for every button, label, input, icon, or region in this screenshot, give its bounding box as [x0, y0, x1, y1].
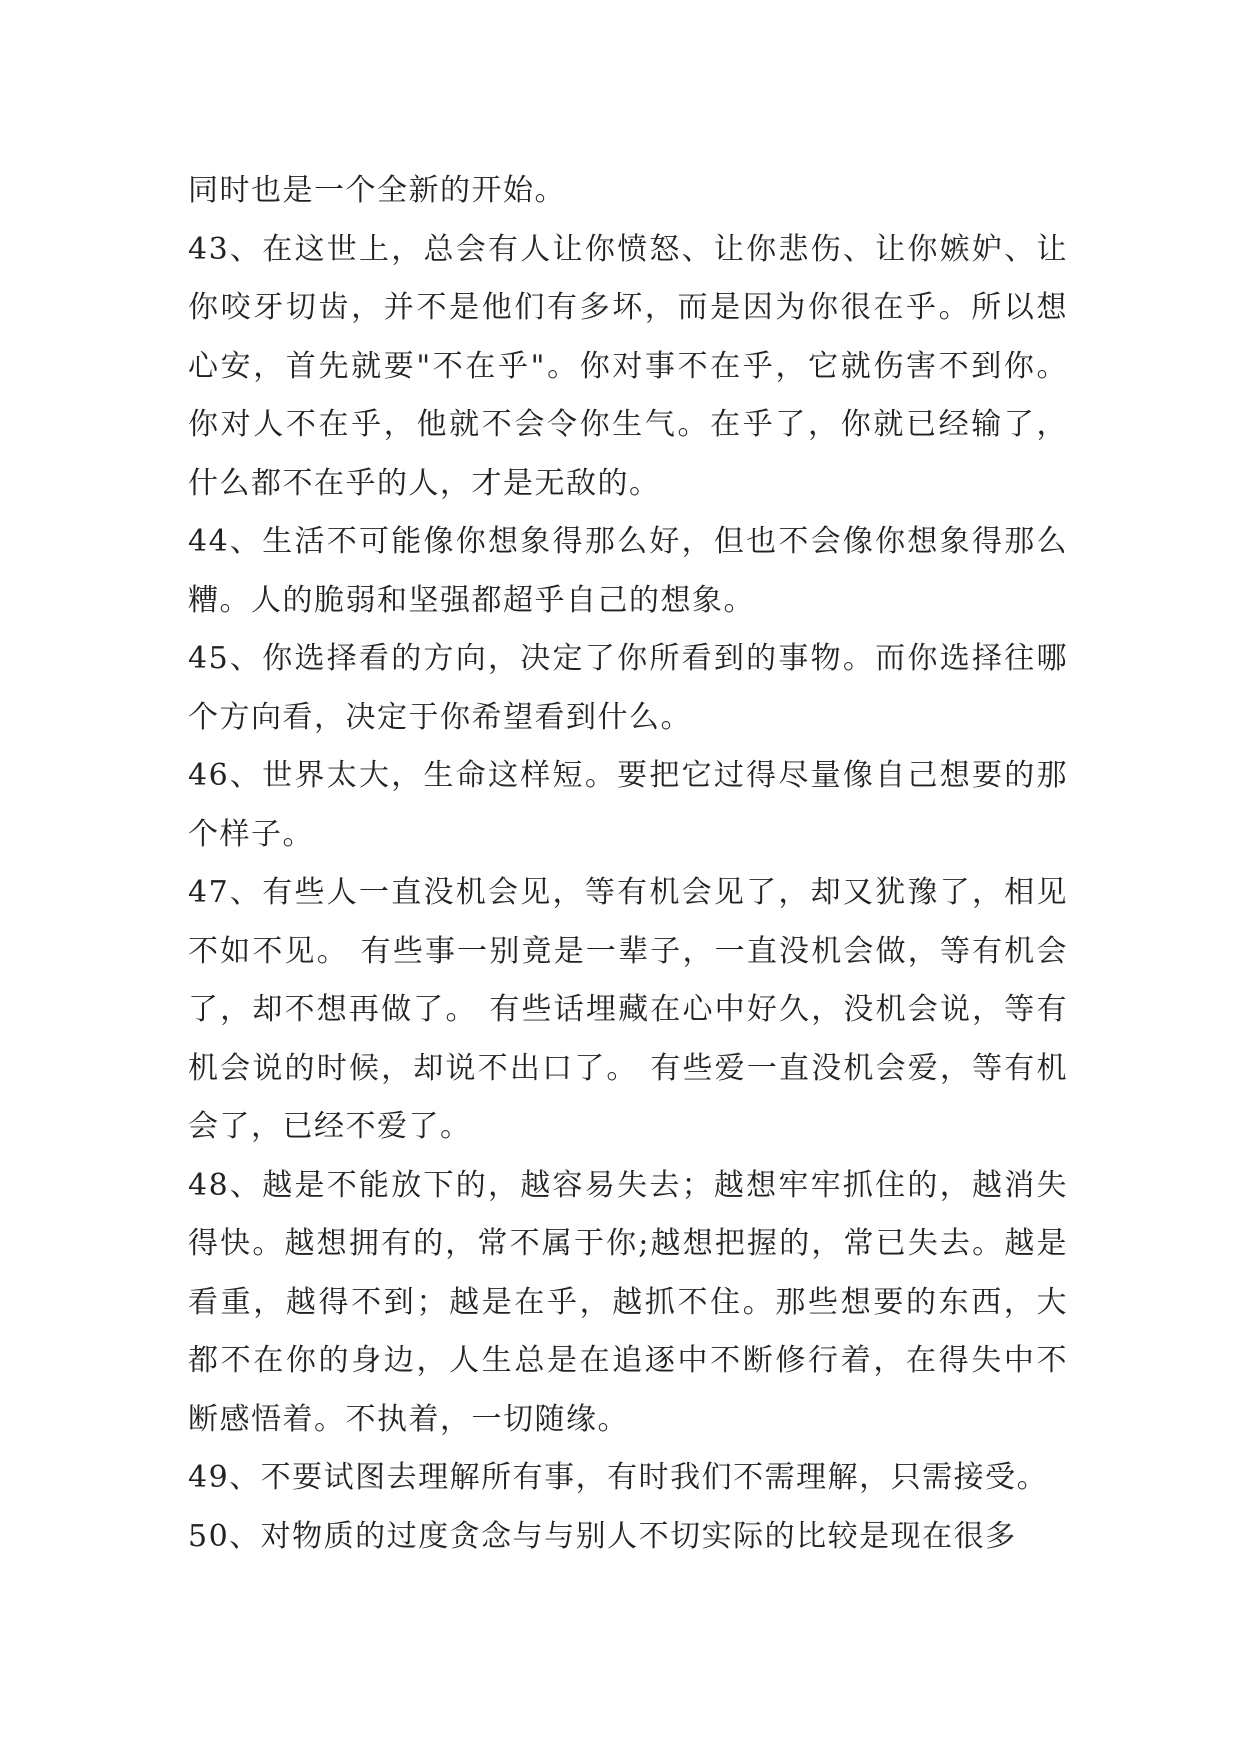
paragraph-46: 46、世界太大，生命这样短。要把它过得尽量像自己想要的那个样子。 — [188, 758, 1068, 852]
paragraph-continuation: 同时也是一个全新的开始。 — [188, 173, 566, 208]
paragraph-43: 43、在这世上，总会有人让你愤怒、让你悲伤、让你嫉妒、让你咬牙切齿，并不是他们有多坏，而是因为你很在乎。所以想心安，首先就要"不在乎"。你对事不在乎，它就伤害不到你。你对人不在乎，他就不会令你生气。在乎了，你就已经输了，什么都不在乎的人，才是无敌的。 — [188, 231, 1068, 501]
paragraph-49: 49、不要试图去理解所有事，有时我们不需理解，只需接受。 — [188, 1460, 1049, 1495]
paragraph-50: 50、对物质的过度贪念与与别人不切实际的比较是现在很多 — [188, 1518, 1017, 1554]
body-text — [188, 162, 1068, 1566]
paragraph-47: 47、有些人一直没机会见，等有机会见了，却又犹豫了，相见不如不见。 有些事一别竟是一辈子，一直没机会做，等有机会了，却不想再做了。 有些话埋藏在心中好久，没机会说，等有机会说的时候，却说不出口了。 有些爱一直没机会爱，等有机会了，已经不爱了。 — [188, 875, 1068, 1144]
paragraph-44: 44、生活不可能像你想象得那么好，但也不会像你想象得那么糟。人的脆弱和坚强都超乎自己的想象。 — [188, 524, 1068, 618]
paragraph-45: 45、你选择看的方向，决定了你所看到的事物。而你选择往哪个方向看，决定于你希望看到什么。 — [188, 641, 1068, 735]
paragraph-48: 48、越是不能放下的，越容易失去；越想牢牢抓住的，越消失得快。越想拥有的，常不属于你;越想把握的，常已失去。越是看重，越得不到；越是在乎，越抓不住。那些想要的东西，大都不在你的身边，人生总是在追逐中不断修行着，在得失中不断感悟着。不执着，一切随缘。 — [188, 1167, 1068, 1437]
